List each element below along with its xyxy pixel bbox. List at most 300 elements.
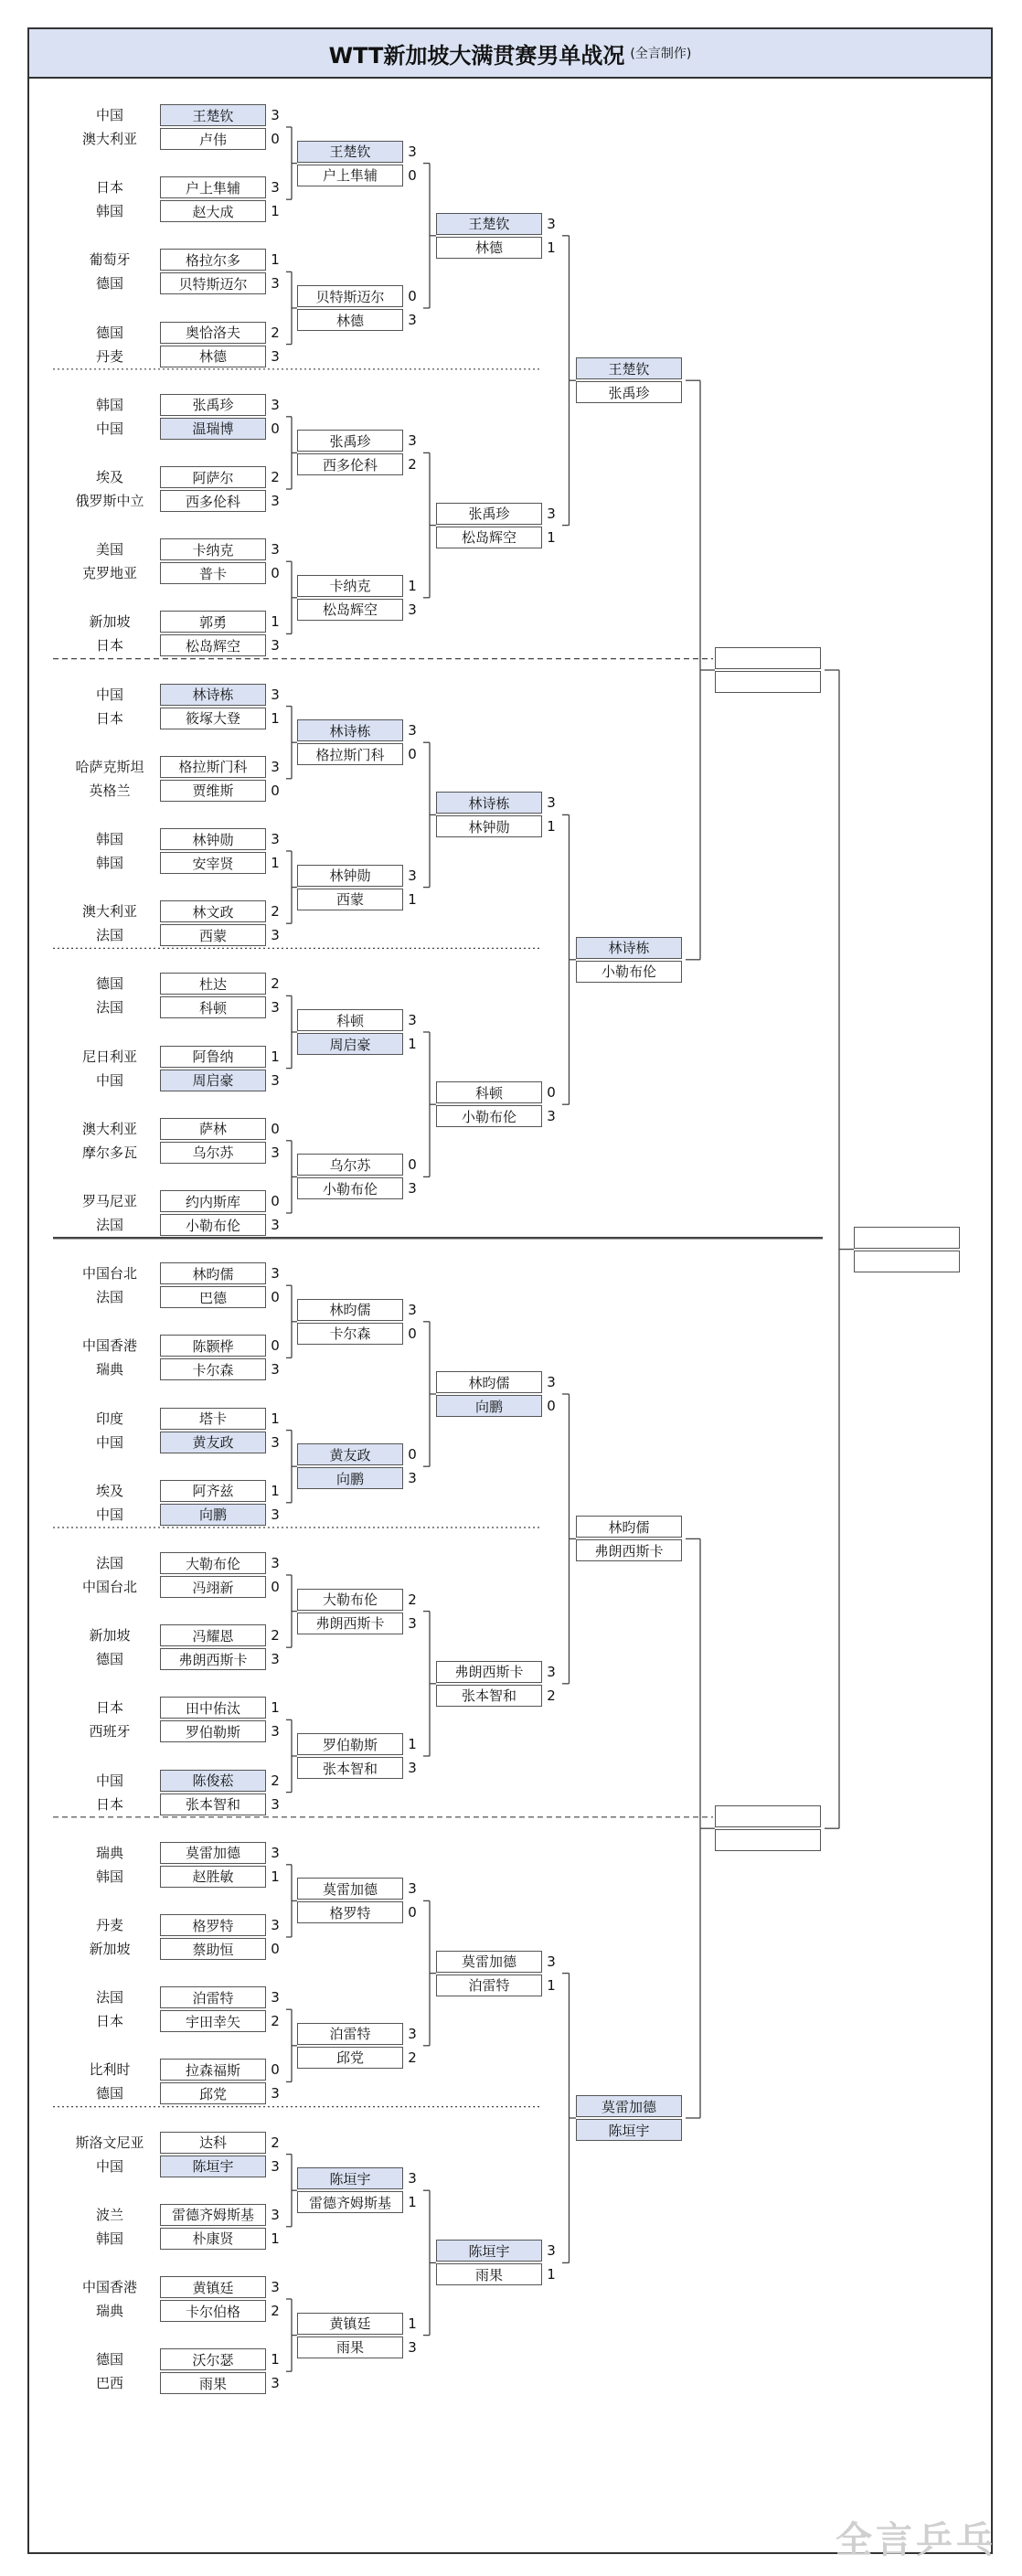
score: 3 — [271, 1217, 280, 1233]
score: 3 — [408, 1880, 417, 1898]
score: 3 — [271, 758, 280, 775]
score: 2 — [271, 975, 280, 993]
player-box: 周启豪 — [160, 1070, 266, 1091]
player-country: 瑞典 — [95, 1361, 123, 1378]
player-box: 安宰贤 — [160, 852, 266, 874]
player-box: 林文政 — [160, 900, 266, 922]
player-country: 中国 — [95, 686, 123, 703]
round2-player-box: 王楚钦 — [297, 141, 403, 163]
player-country: 埃及 — [95, 469, 123, 485]
round4-player-box: 莫雷加德 — [576, 2095, 682, 2117]
player-country: 法国 — [95, 1289, 123, 1306]
player-box: 陈垣宇 — [160, 2156, 266, 2177]
score: 0 — [271, 131, 280, 147]
player-box: 拉森福斯 — [160, 2059, 266, 2081]
player-country: 澳大利亚 — [81, 1120, 137, 1137]
player-box: 普卡 — [160, 562, 266, 584]
player-country: 德国 — [95, 2085, 123, 2102]
score: 3 — [271, 2085, 280, 2102]
round3-player-box: 小勒布伦 — [436, 1105, 542, 1127]
score: 3 — [271, 1506, 280, 1523]
player-country: 日本 — [95, 179, 123, 197]
player-country: 瑞典 — [95, 1844, 123, 1861]
player-box: 张禹珍 — [160, 394, 266, 416]
score: 1 — [408, 1036, 417, 1052]
score: 3 — [408, 1180, 417, 1198]
score: 2 — [271, 2013, 280, 2030]
player-box: 阿齐兹 — [160, 1480, 266, 1502]
score: 3 — [271, 2375, 280, 2392]
round2-player-box: 向鹏 — [297, 1467, 403, 1489]
player-country: 德国 — [95, 1651, 123, 1668]
score: 3 — [271, 107, 280, 123]
player-box: 巴德 — [160, 1286, 266, 1308]
player-country: 波兰 — [95, 2206, 123, 2223]
score: 1 — [408, 1736, 417, 1752]
score: 1 — [271, 2351, 280, 2368]
score: 0 — [408, 166, 417, 184]
round2-player-box: 莫雷加德 — [297, 1878, 403, 1900]
score: 0 — [547, 1398, 556, 1414]
score: 3 — [408, 432, 417, 450]
round3-player-box: 松岛辉空 — [436, 527, 542, 548]
player-box: 阿萨尔 — [160, 466, 266, 488]
round3-player-box: 莫雷加德 — [436, 1951, 542, 1973]
score: 3 — [271, 1723, 280, 1740]
player-box: 格拉尔多 — [160, 249, 266, 271]
round4-player-box: 林昀儒 — [576, 1516, 682, 1538]
player-country: 中国 — [95, 1772, 123, 1789]
score: 0 — [271, 2061, 280, 2079]
player-box: 宇田幸矢 — [160, 2010, 266, 2032]
round2-player-box: 松岛辉空 — [297, 599, 403, 621]
player-box: 罗伯勒斯 — [160, 1720, 266, 1742]
player-box: 格罗特 — [160, 1914, 266, 1936]
player-box: 雷德齐姆斯基 — [160, 2204, 266, 2226]
score: 0 — [271, 1193, 280, 1209]
player-box: 莫雷加德 — [160, 1842, 266, 1864]
round2-player-box: 小勒布伦 — [297, 1177, 403, 1199]
final-box — [854, 1251, 960, 1272]
score: 2 — [271, 469, 280, 485]
player-box: 郭勇 — [160, 611, 266, 633]
round2-player-box: 张本智和 — [297, 1757, 403, 1779]
score: 1 — [408, 890, 417, 908]
score: 3 — [271, 2157, 280, 2175]
score: 3 — [547, 215, 556, 232]
player-country: 新加坡 — [89, 1627, 131, 1645]
round2-player-box: 格罗特 — [297, 1901, 403, 1923]
round2-player-box: 罗伯勒斯 — [297, 1733, 403, 1755]
player-country: 日本 — [95, 1699, 123, 1717]
player-box: 蔡助恒 — [160, 1938, 266, 1960]
round4-player-box: 张禹珍 — [576, 381, 682, 403]
player-box: 邱党 — [160, 2082, 266, 2104]
score: 1 — [271, 1482, 280, 1499]
player-box: 西蒙 — [160, 924, 266, 946]
player-box: 林钟勋 — [160, 828, 266, 850]
player-box: 阿鲁纳 — [160, 1046, 266, 1068]
player-country: 美国 — [95, 541, 123, 559]
score: 2 — [271, 2303, 280, 2319]
score: 3 — [547, 1663, 556, 1680]
player-country: 中国 — [95, 420, 123, 437]
player-box: 小勒布伦 — [160, 1214, 266, 1236]
score: 1 — [547, 239, 556, 256]
score: 1 — [271, 251, 280, 269]
player-country: 中国 — [95, 107, 123, 123]
player-country: 德国 — [95, 324, 123, 341]
score: 3 — [271, 1433, 280, 1451]
score: 3 — [271, 831, 280, 847]
score: 3 — [408, 2025, 417, 2042]
score: 3 — [271, 541, 280, 559]
player-country: 哈萨克斯坦 — [75, 758, 144, 775]
score: 3 — [547, 1953, 556, 1970]
player-country: 克罗地亚 — [81, 565, 137, 582]
score: 3 — [547, 2242, 556, 2260]
player-box: 筱塚大登 — [160, 708, 266, 729]
score: 3 — [408, 1301, 417, 1318]
round2-player-box: 周启豪 — [297, 1033, 403, 1055]
player-box: 卡尔森 — [160, 1358, 266, 1380]
score: 3 — [408, 722, 417, 740]
score: 3 — [547, 1108, 556, 1125]
round2-player-box: 林昀儒 — [297, 1299, 403, 1321]
player-country: 日本 — [95, 709, 123, 727]
player-country: 日本 — [95, 1795, 123, 1813]
score: 3 — [408, 143, 417, 160]
player-box: 乌尔苏 — [160, 1142, 266, 1164]
score: 2 — [271, 324, 280, 341]
player-country: 斯洛文尼亚 — [75, 2134, 144, 2151]
round3-player-box: 泊雷特 — [436, 1975, 542, 1996]
player-country: 韩国 — [95, 396, 123, 413]
score: 3 — [271, 1917, 280, 1933]
score: 3 — [408, 601, 417, 618]
player-box: 黄友政 — [160, 1432, 266, 1453]
player-box: 弗朗西斯卡 — [160, 1648, 266, 1670]
score: 3 — [547, 505, 556, 522]
page-title: WTT新加坡大满贯赛男单战况 — [328, 42, 625, 69]
player-box: 西多伦科 — [160, 490, 266, 512]
score: 3 — [271, 927, 280, 944]
player-country: 韩国 — [95, 203, 123, 220]
final-box — [854, 1227, 960, 1249]
round3-player-box: 林昀儒 — [436, 1371, 542, 1393]
score: 3 — [271, 1555, 280, 1571]
score: 3 — [271, 347, 280, 365]
semifinal-box — [715, 1829, 821, 1851]
round4-player-box: 陈垣宇 — [576, 2119, 682, 2141]
player-country: 德国 — [95, 275, 123, 293]
score: 3 — [408, 2170, 417, 2187]
round4-player-box: 林诗栋 — [576, 937, 682, 959]
score: 3 — [271, 637, 280, 655]
player-box: 沃尔瑟 — [160, 2348, 266, 2370]
player-country: 比利时 — [89, 2061, 131, 2079]
score: 3 — [408, 1012, 417, 1028]
player-country: 新加坡 — [89, 613, 131, 631]
player-country: 法国 — [95, 999, 123, 1017]
player-country: 中国台北 — [81, 1265, 137, 1283]
player-country: 韩国 — [95, 1868, 123, 1885]
player-box: 林德 — [160, 346, 266, 367]
round3-player-box: 向鹏 — [436, 1395, 542, 1417]
player-box: 雨果 — [160, 2372, 266, 2394]
score: 0 — [271, 565, 280, 582]
score: 3 — [408, 312, 417, 328]
round3-player-box: 弗朗西斯卡 — [436, 1661, 542, 1683]
score: 1 — [271, 855, 280, 871]
round2-player-box: 雨果 — [297, 2336, 403, 2358]
player-box: 松岛辉空 — [160, 634, 266, 656]
player-country: 中国 — [95, 1071, 123, 1089]
score: 3 — [271, 1795, 280, 1813]
player-box: 陈俊菘 — [160, 1770, 266, 1792]
score: 1 — [547, 528, 556, 546]
round2-player-box: 西多伦科 — [297, 453, 403, 475]
score: 3 — [271, 686, 280, 703]
score: 1 — [547, 818, 556, 836]
round4-player-box: 弗朗西斯卡 — [576, 1539, 682, 1561]
player-box: 达科 — [160, 2132, 266, 2154]
player-box: 卡纳克 — [160, 538, 266, 560]
player-box: 田中佑汰 — [160, 1697, 266, 1719]
round2-player-box: 西蒙 — [297, 889, 403, 910]
player-box: 约内斯库 — [160, 1190, 266, 1212]
score: 0 — [271, 1941, 280, 1957]
score: 1 — [271, 613, 280, 631]
player-country: 中国香港 — [81, 1337, 137, 1355]
player-country: 中国 — [95, 1506, 123, 1523]
round2-player-box: 林钟勋 — [297, 865, 403, 887]
player-country: 中国 — [95, 2157, 123, 2175]
score: 2 — [271, 1627, 280, 1645]
player-country: 巴西 — [95, 2375, 123, 2392]
score: 1 — [547, 2266, 556, 2283]
score: 3 — [271, 1844, 280, 1861]
round3-player-box: 林诗栋 — [436, 792, 542, 814]
player-country: 德国 — [95, 2351, 123, 2368]
score: 0 — [271, 782, 280, 799]
player-country: 尼日利亚 — [81, 1048, 137, 1065]
score: 3 — [271, 1651, 280, 1668]
player-country: 印度 — [95, 1410, 123, 1427]
round3-player-box: 林德 — [436, 237, 542, 259]
score: 1 — [271, 1699, 280, 1717]
player-box: 王楚钦 — [160, 104, 266, 126]
score: 0 — [408, 1446, 417, 1464]
score: 1 — [271, 709, 280, 727]
score: 0 — [408, 1156, 417, 1174]
round2-player-box: 乌尔苏 — [297, 1154, 403, 1176]
round2-player-box: 陈垣宇 — [297, 2167, 403, 2189]
round2-player-box: 林诗栋 — [297, 719, 403, 741]
player-box: 泊雷特 — [160, 1986, 266, 2008]
player-box: 大勒布伦 — [160, 1552, 266, 1574]
round4-player-box: 小勒布伦 — [576, 961, 682, 983]
player-box: 户上隼辅 — [160, 176, 266, 198]
round2-player-box: 雷德齐姆斯基 — [297, 2191, 403, 2213]
player-country: 葡萄牙 — [89, 251, 131, 269]
score: 3 — [408, 1470, 417, 1487]
score: 3 — [271, 179, 280, 197]
score: 1 — [271, 203, 280, 220]
score: 2 — [408, 2049, 417, 2066]
score: 3 — [271, 396, 280, 413]
round3-player-box: 张禹珍 — [436, 503, 542, 525]
score: 3 — [271, 275, 280, 293]
semifinal-box — [715, 671, 821, 693]
score: 3 — [271, 1265, 280, 1283]
round3-player-box: 雨果 — [436, 2263, 542, 2285]
player-box: 卢伟 — [160, 128, 266, 150]
round2-player-box: 大勒布伦 — [297, 1589, 403, 1611]
score: 0 — [271, 420, 280, 437]
score: 1 — [271, 1868, 280, 1885]
score: 2 — [271, 1772, 280, 1789]
score: 1 — [408, 2194, 417, 2211]
score: 0 — [271, 1289, 280, 1306]
score: 3 — [547, 1374, 556, 1390]
score: 3 — [271, 1989, 280, 2007]
player-box: 林昀儒 — [160, 1262, 266, 1284]
score: 3 — [271, 2206, 280, 2223]
round2-player-box: 黄镇廷 — [297, 2313, 403, 2335]
score: 1 — [271, 1410, 280, 1427]
score: 3 — [408, 2338, 417, 2356]
player-country: 澳大利亚 — [81, 903, 137, 921]
round2-player-box: 格拉斯门科 — [297, 743, 403, 765]
semifinal-box — [715, 1805, 821, 1827]
player-box: 塔卡 — [160, 1408, 266, 1430]
player-box: 黄镇廷 — [160, 2276, 266, 2298]
score: 3 — [408, 1614, 417, 1632]
score: 3 — [271, 1144, 280, 1161]
page-subtitle: (全言制作) — [630, 47, 692, 61]
score: 3 — [408, 867, 417, 884]
score: 0 — [271, 1579, 280, 1595]
player-country: 瑞典 — [95, 2303, 123, 2319]
player-country: 韩国 — [95, 855, 123, 871]
score: 3 — [271, 1071, 280, 1089]
player-country: 韩国 — [95, 831, 123, 847]
score: 2 — [271, 2134, 280, 2151]
player-country: 西班牙 — [89, 1723, 131, 1740]
player-box: 张本智和 — [160, 1794, 266, 1815]
score: 3 — [271, 2279, 280, 2295]
score: 0 — [408, 1325, 417, 1342]
player-box: 萨林 — [160, 1118, 266, 1140]
round2-player-box: 卡纳克 — [297, 575, 403, 597]
score: 2 — [547, 1687, 556, 1704]
score: 1 — [547, 1976, 556, 1994]
round3-player-box: 林钟勋 — [436, 815, 542, 837]
round2-player-box: 户上隼辅 — [297, 165, 403, 186]
player-box: 贾维斯 — [160, 780, 266, 802]
round3-player-box: 陈垣宇 — [436, 2240, 542, 2262]
round2-player-box: 黄友政 — [297, 1443, 403, 1465]
player-country: 法国 — [95, 1989, 123, 2007]
score: 0 — [408, 1904, 417, 1921]
player-box: 冯翊新 — [160, 1576, 266, 1598]
score: 0 — [408, 746, 417, 763]
player-country: 中国香港 — [81, 2279, 137, 2295]
round2-player-box: 张禹珍 — [297, 430, 403, 452]
score: 0 — [547, 1084, 556, 1102]
round2-player-box: 卡尔森 — [297, 1323, 403, 1345]
score: 3 — [271, 493, 280, 509]
score: 0 — [408, 288, 417, 304]
semifinal-box — [715, 647, 821, 669]
round3-player-box: 科顿 — [436, 1081, 542, 1103]
player-country: 摩尔多瓦 — [81, 1144, 137, 1161]
round2-player-box: 泊雷特 — [297, 2023, 403, 2045]
player-country: 中国 — [95, 1433, 123, 1451]
player-country: 韩国 — [95, 2230, 123, 2247]
round2-player-box: 贝特斯迈尔 — [297, 285, 403, 307]
player-box: 冯耀恩 — [160, 1624, 266, 1646]
player-country: 澳大利亚 — [81, 131, 137, 147]
score: 2 — [408, 1591, 417, 1608]
player-box: 贝特斯迈尔 — [160, 272, 266, 294]
player-box: 向鹏 — [160, 1504, 266, 1526]
player-country: 英格兰 — [89, 782, 131, 799]
player-box: 卡尔伯格 — [160, 2300, 266, 2322]
round4-player-box: 王楚钦 — [576, 357, 682, 379]
player-box: 赵胜敏 — [160, 1866, 266, 1888]
round2-player-box: 弗朗西斯卡 — [297, 1613, 403, 1634]
player-box: 温瑞博 — [160, 418, 266, 440]
player-country: 日本 — [95, 637, 123, 655]
score: 1 — [408, 577, 417, 594]
player-country: 中国台北 — [81, 1579, 137, 1595]
player-box: 朴康贤 — [160, 2228, 266, 2250]
score: 3 — [271, 1361, 280, 1378]
score: 3 — [547, 794, 556, 812]
round3-player-box: 张本智和 — [436, 1685, 542, 1707]
score: 2 — [408, 456, 417, 474]
player-box: 林诗栋 — [160, 684, 266, 706]
player-country: 德国 — [95, 975, 123, 993]
round2-player-box: 科顿 — [297, 1009, 403, 1031]
player-box: 格拉斯门科 — [160, 756, 266, 778]
player-country: 法国 — [95, 1217, 123, 1233]
score: 1 — [271, 1048, 280, 1065]
player-country: 法国 — [95, 927, 123, 944]
player-country: 罗马尼亚 — [81, 1193, 137, 1209]
player-country: 丹麦 — [95, 347, 123, 365]
player-country: 新加坡 — [89, 1941, 131, 1957]
watermark: 全言乒乓 — [836, 2519, 996, 2561]
round3-player-box: 王楚钦 — [436, 213, 542, 235]
player-country: 丹麦 — [95, 1917, 123, 1933]
player-box: 赵大成 — [160, 200, 266, 222]
player-country: 日本 — [95, 2013, 123, 2030]
score: 2 — [271, 903, 280, 921]
player-box: 杜达 — [160, 973, 266, 995]
score: 3 — [408, 1760, 417, 1776]
round2-player-box: 林德 — [297, 309, 403, 331]
player-country: 法国 — [95, 1555, 123, 1571]
score: 0 — [271, 1337, 280, 1355]
score: 1 — [271, 2230, 280, 2247]
round2-player-box: 邱党 — [297, 2047, 403, 2069]
player-country: 俄罗斯中立 — [75, 493, 144, 509]
score: 1 — [408, 2315, 417, 2332]
player-box: 陈颢桦 — [160, 1335, 266, 1357]
